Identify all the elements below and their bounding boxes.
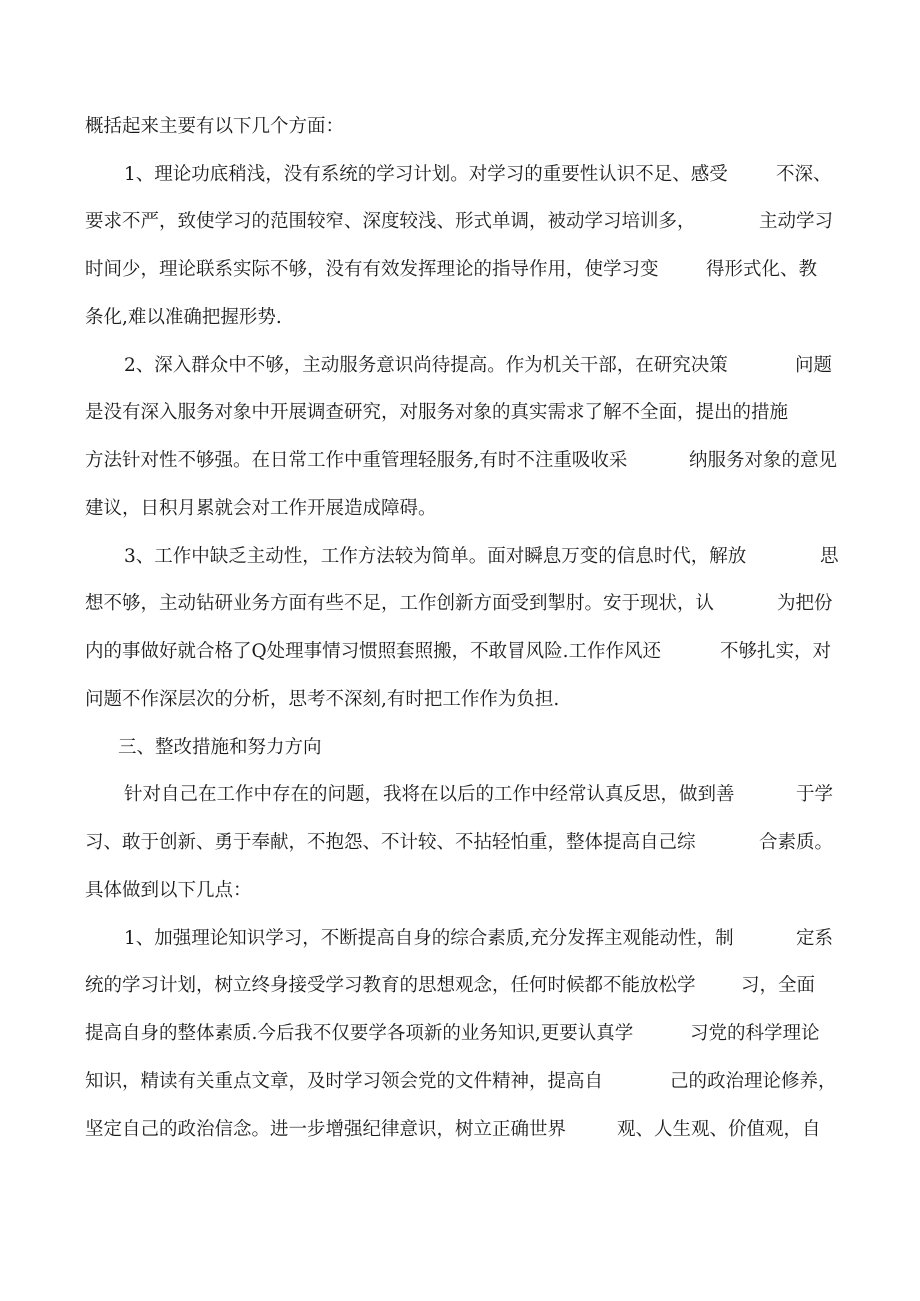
text-segment: 条化,难以准确把握形势. [85, 307, 282, 328]
text-segment: 要求不严，致使学习的范围较窄、深度较浅、形式单调，被动学习培训多， [85, 211, 696, 232]
text-segment: 主动学习 [759, 211, 834, 232]
text-line [0, 683, 920, 717]
text-line [0, 1017, 920, 1051]
text-segment: 坚定自己的政治信念。进一步增强纪律意识，树立正确世界 [85, 1119, 567, 1140]
text-segment: 1、理论功底稍浅，没有系统的学习计划。对学习的重要性认识不足、感受 [124, 164, 728, 185]
text-segment: 为把份 [777, 593, 833, 614]
text-segment: 己的政治理论修养， [670, 1071, 837, 1092]
text-line [0, 110, 920, 144]
text-line [0, 969, 920, 1003]
text-segment: 思 [820, 546, 839, 567]
paragraph-4-line-1 [0, 778, 920, 812]
text-line [0, 444, 920, 478]
text-segment: 观、人生观、价值观，自 [617, 1119, 821, 1140]
text-segment: 方法针对性不够强。在日常工作中重管理轻服务,有时不注重吸收采 [85, 450, 628, 471]
text-segment: 习党的科学理论 [690, 1023, 820, 1044]
text-line [0, 874, 920, 908]
text-segment: 纳服务对象的意见 [689, 450, 838, 471]
text-segment: 定系 [796, 928, 834, 949]
text-segment: 问题不作深层次的分析，思考不深刻,有时把工作作为负担. [85, 689, 560, 710]
text-segment: 合素质。 [759, 832, 834, 853]
text-segment: 内的事做好就合格了Q处理事情习惯照套照搬，不敢冒风险.工作作风还 [85, 641, 662, 662]
text-segment: 统的学习计划，树立终身接受学习教育的思想观念，任何时候都不能放松学 [85, 975, 696, 996]
text-segment: 不深、 [776, 164, 832, 185]
text-segment: 得形式化、教 [706, 259, 818, 280]
paragraph-1-line-1 [0, 158, 920, 192]
text-line [0, 396, 920, 430]
text-segment: 想不够，主动钻研业务方面有些不足，工作创新方面受到掣肘。安于现状，认 [85, 593, 715, 614]
text-line [0, 826, 920, 860]
text-segment: 3、工作中缺乏主动性，工作方法较为简单。面对瞬息万变的信息时代，解放 [124, 546, 747, 567]
section-heading [0, 731, 920, 765]
paragraph-5-line-1 [0, 922, 920, 956]
text-segment: 问题 [795, 355, 833, 376]
paragraph-3-line-1 [0, 540, 920, 574]
text-segment: 习、敢于创新、勇于奉献，不抱怨、不计较、不拈轻怕重，整体提高自己综 [85, 832, 696, 853]
text-segment: 1、加强理论知识学习，不断提高自身的综合素质,充分发挥主观能动性，制 [124, 928, 734, 949]
text-line [0, 587, 920, 621]
text-segment: 具体做到以下几点： [85, 880, 252, 901]
text-line [0, 205, 920, 239]
text-segment: 针对自己在工作中存在的问题，我将在以后的工作中经常认真反思，做到善 [124, 784, 735, 805]
text-line [0, 1113, 920, 1147]
text-line [0, 253, 920, 287]
text-segment: 2、深入群众中不够，主动服务意识尚待提高。作为机关干部，在研究决策 [124, 355, 728, 376]
text-line [0, 635, 920, 669]
text-line [0, 492, 920, 526]
text-segment: 三、整改措施和努力方向 [118, 737, 322, 758]
text-line [0, 1065, 920, 1099]
paragraph-2-line-1 [0, 349, 920, 383]
text-line [0, 301, 920, 335]
text-segment: 概括起来主要有以下几个方面： [85, 116, 345, 137]
text-segment: 是没有深入服务对象中开展调查研究，对服务对象的真实需求了解不全面，提出的措施 [85, 402, 789, 423]
text-segment: 于学 [796, 784, 834, 805]
text-segment: 不够扎实，对 [720, 641, 832, 662]
text-segment: 提高自身的整体素质.今后我不仅要学各项新的业务知识,更要认真学 [85, 1023, 634, 1044]
text-segment: 时间少，理论联系实际不够，没有有效发挥理论的指导作用，使学习变 [85, 259, 659, 280]
text-segment: 建议，日积月累就会对工作开展造成障碍。 [85, 498, 437, 519]
text-segment: 习，全面 [741, 975, 816, 996]
text-segment: 知识，精读有关重点文章，及时学习领会党的文件精神，提高自 [85, 1071, 604, 1092]
